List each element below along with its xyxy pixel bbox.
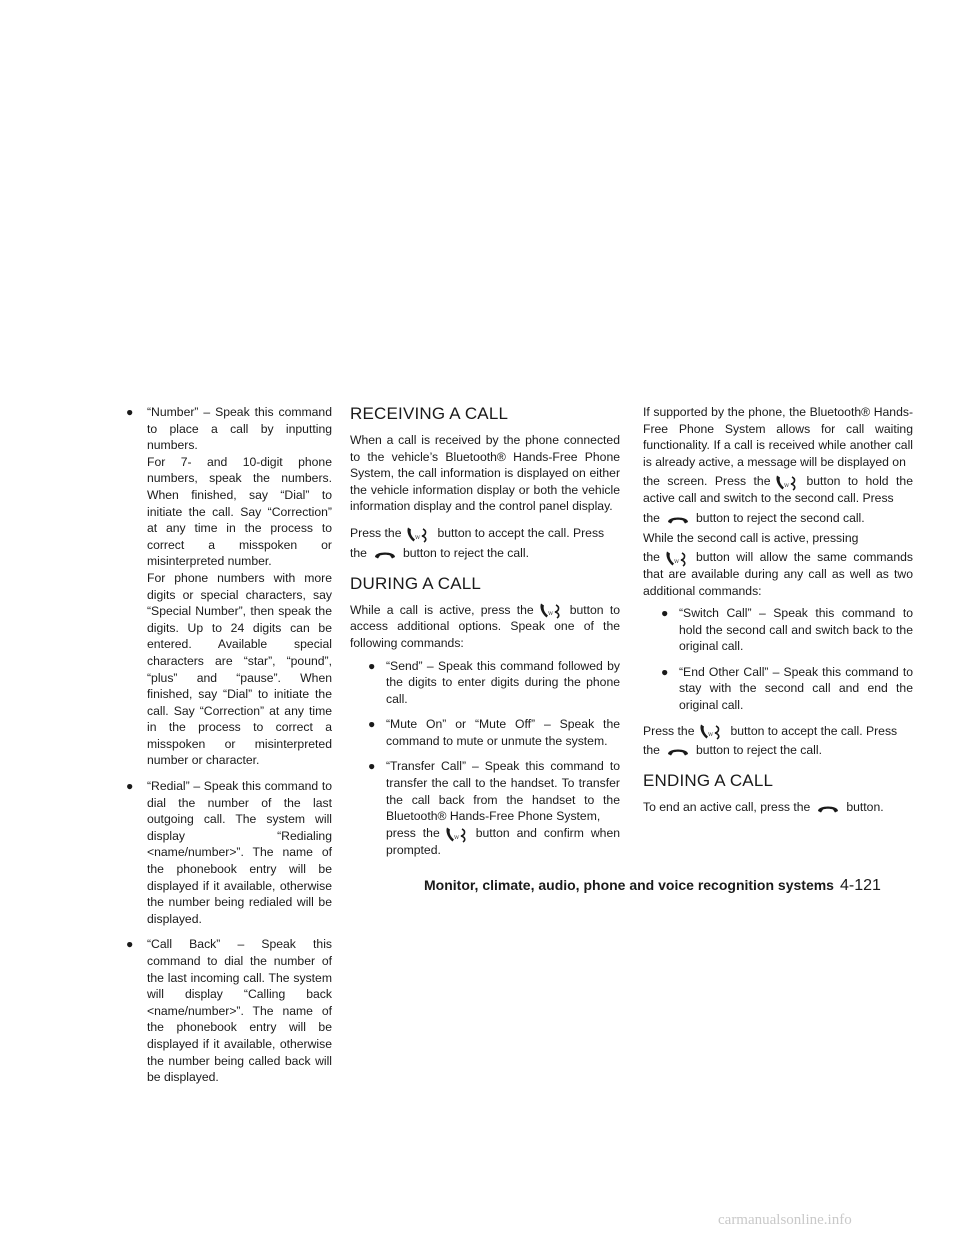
second-accept: Press the button to accept the call. Press	[643, 723, 913, 740]
phone-talk-icon	[774, 474, 802, 492]
item-text: “Mute On” or “Mute Off” – Speak the command to mute or unmute the system.	[386, 717, 620, 748]
bullet: ●	[126, 937, 134, 952]
phone-hangup-icon	[371, 546, 399, 564]
phone-talk-icon	[444, 826, 472, 844]
call-waiting-reject: the button to reject the second call.	[643, 510, 913, 527]
phone-talk-icon	[698, 723, 726, 741]
item-text: “Switch Call” – Speak this command to hold the second call and switch back to the original call.	[679, 606, 913, 654]
phone-talk-icon	[664, 550, 692, 568]
bullet: ●	[126, 405, 134, 419]
bullet: ●	[368, 759, 376, 774]
page-number: 4-121	[839, 877, 881, 894]
receiving-reject: the button to reject the call.	[350, 545, 620, 562]
page-footer	[424, 877, 914, 895]
footer-title: Monitor, climate, audio, phone and voice recognition systems	[424, 877, 834, 893]
list-item	[657, 605, 913, 655]
item-text: “End Other Call” – Speak this command to stay with the second call and end the original call.	[679, 664, 913, 713]
item-text: “Redial” – Speak this command to dial the number of the last outgoing call. The system will display “Redialing <name/number>”. The name of the phonebook entry will be displayed if it available, otherwise the number being redialed will be displayed.	[147, 779, 332, 926]
second-call-commands: the button will allow the same commands that are available during any call as well as two additional commands:	[643, 550, 913, 598]
ending-heading: ENDING A CALL	[643, 771, 774, 791]
phone-hangup-icon	[814, 800, 842, 818]
phone-hangup-icon	[664, 743, 692, 761]
during-heading: DURING A CALL	[350, 573, 482, 593]
list-item	[364, 758, 620, 858]
middle-column	[350, 404, 620, 867]
list-item	[657, 664, 913, 714]
bullet: ●	[368, 717, 376, 732]
watermark: carmanualsonline.info	[718, 1212, 852, 1228]
bullet: ●	[126, 779, 134, 794]
list-item	[126, 404, 332, 769]
call-waiting-text: If supported by the phone, the Bluetooth® Hands-Free Phone System allows for call waiting functionality. If a call is received while another call is already active, a message will be displayed on	[643, 405, 913, 469]
phone-talk-icon	[538, 602, 566, 620]
second-call-text: While the second call is active, pressing	[643, 530, 859, 545]
item-text: For 7- and 10-digit phone numbers, speak the numbers. When finished, say “Dial” to initiate the call. Say “Correction” at any time in the process to correct a misspoken or misinterpreted number.	[147, 454, 332, 569]
receiving-heading: RECEIVING A CALL	[350, 404, 509, 423]
list-item	[126, 936, 332, 1085]
item-text: “Number” – Speak this command to place a call by inputting numbers.	[147, 405, 332, 453]
receiving-accept: Press the button to accept the call. Press	[350, 525, 620, 542]
item-text: “Call Back” – Speak this command to dial the number of the last incoming call. The system will display “Calling back <name/number>”. The name of the phonebook entry will be displayed if it available, otherwise the number being called back will be displayed.	[147, 937, 332, 1085]
bullet: ●	[661, 606, 669, 621]
during-intro: While a call is active, press the button to access additional options. Speak one of the following commands:	[350, 602, 620, 650]
item-text: For phone numbers with more digits or special characters, say “Special Number”, then speak the digits. Up to 24 digits can be entered. Available special characters are “star”, “pound”, “plus” and “pause”. When finished, say “Dial” to initiate the call. Say “Correction” at any time in the process to correct a misspoken or misinterpreted number or character.	[147, 570, 332, 768]
left-column	[126, 404, 332, 1095]
item-text: “Transfer Call” – Speak this command to transfer the call to the handset. To transfer the call back from the handset to the Bluetooth® Hands-Free Phone System,	[386, 759, 620, 824]
ending-text: To end an active call, press the button.	[643, 799, 913, 816]
call-waiting-hold: the screen. Press the button to hold the active call and switch to the second call. Press	[643, 474, 913, 506]
phone-hangup-icon	[664, 511, 692, 529]
bullet: ●	[661, 664, 669, 679]
item-text: “Send” – Speak this command followed by the digits to enter digits during the phone call.	[386, 658, 620, 706]
right-column	[643, 404, 913, 819]
list-item	[364, 658, 620, 708]
phone-talk-icon	[405, 526, 433, 544]
bullet: ●	[368, 658, 376, 673]
list-item	[126, 778, 332, 927]
receiving-text: When a call is received by the phone connected to the vehicle’s Bluetooth® Hands-Free Phone System, the call information is displayed on either the vehicle information display or both the vehicle information display and the control panel display.	[350, 433, 620, 514]
list-item	[364, 716, 620, 749]
item-text: press the button and confirm when prompted.	[386, 825, 620, 857]
second-reject: the button to reject the call.	[643, 742, 913, 759]
